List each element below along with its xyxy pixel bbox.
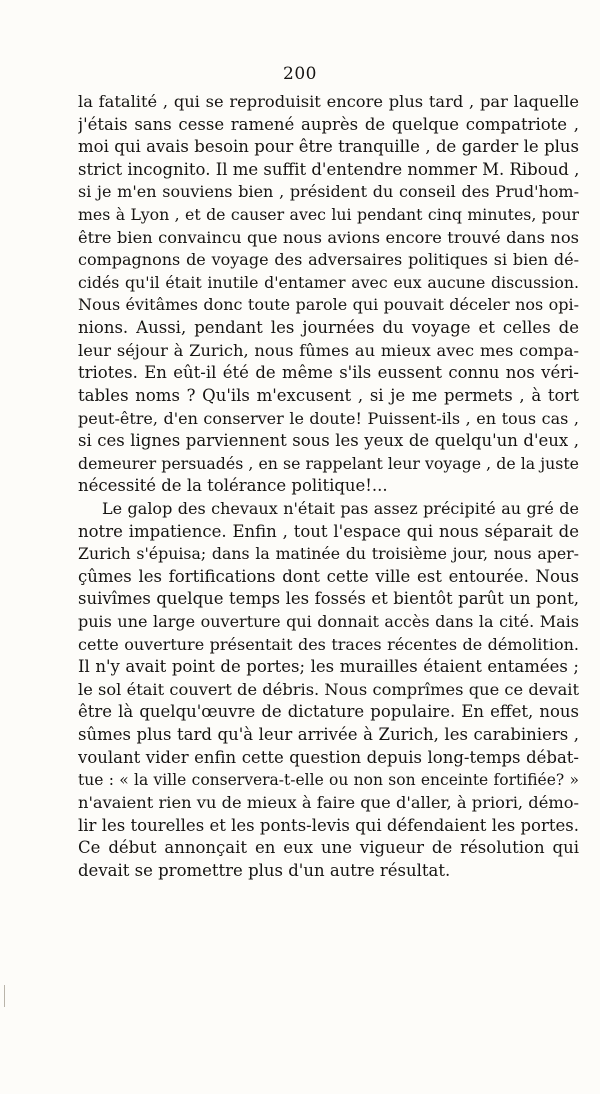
page-edge-mark xyxy=(4,985,5,1007)
text-line: le sol était couvert de débris. Nous comprîmes que ce devait xyxy=(78,679,579,699)
text-line: si ces lignes parviennent sous les yeux de quelqu'un d'eux , xyxy=(78,431,579,451)
paragraph-1 xyxy=(78,91,579,498)
text-line: la fatalité , qui se reproduisit encore plus tard , par laquelle xyxy=(78,92,579,111)
paragraph-2 xyxy=(78,498,579,882)
text-line: nécessité de la tolérance politique!... xyxy=(78,476,388,496)
text-line: triotes. En eût-il été de même s'ils eussent connu nos véri- xyxy=(78,363,579,383)
text-line: sûmes plus tard qu'à leur arrivée à Zurich, les carabiniers , xyxy=(78,725,579,745)
page-body xyxy=(78,91,579,882)
text-line: Ce début annonçait en eux une vigueur de résolution qui xyxy=(78,838,579,858)
text-line: leur séjour à Zurich, nous fûmes au mieux avec mes compa- xyxy=(78,340,579,360)
text-line: peut-être, d'en conserver le doute! Puissent-ils , en tous cas , xyxy=(78,408,579,428)
text-line: Zurich s'épuisa; dans la matinée du troisième jour, nous aper- xyxy=(78,544,579,564)
text-line: tue : « la ville conservera-t-elle ou non son enceinte fortifiée? » xyxy=(78,771,579,790)
text-line: tables noms ? Qu'ils m'excusent , si je me permets , à tort xyxy=(78,385,579,405)
text-line: demeurer persuadés , en se rappelant leur voyage , de la juste xyxy=(78,453,579,473)
text-line: être bien convaincu que nous avions encore trouvé dans nos xyxy=(78,227,579,247)
text-line: j'étais sans cesse ramené auprès de quelque compatriote , xyxy=(78,114,579,134)
text-line: notre impatience. Enfin , tout l'espace qui nous séparait de xyxy=(78,521,579,541)
text-line: Le galop des chevaux n'était pas assez précipité au gré de xyxy=(102,498,579,518)
page-number: 200 xyxy=(283,64,317,84)
text-line: si je m'en souviens bien , président du conseil des Prud'hom- xyxy=(78,182,579,202)
text-line: voulant vider enfin cette question depuis long-temps débat- xyxy=(78,747,579,767)
text-line: lir les tourelles et les ponts-levis qui défendaient les portes. xyxy=(78,815,579,835)
text-line: moi qui avais besoin pour être tranquille , de garder le plus xyxy=(78,137,579,157)
text-line: cette ouverture présentait des traces récentes de démolition. xyxy=(78,634,579,654)
text-line: Il n'y avait point de portes; les murailles étaient entamées ; xyxy=(78,657,579,677)
text-line: compagnons de voyage des adversaires politiques si bien dé- xyxy=(78,250,579,270)
text-line: Nous évitâmes donc toute parole qui pouvait déceler nos opi- xyxy=(78,295,579,315)
text-line: nions. Aussi, pendant les journées du voyage et celles de xyxy=(78,318,579,338)
text-line: mes à Lyon , et de causer avec lui pendant cinq minutes, pour xyxy=(78,205,579,225)
text-line: puis une large ouverture qui donnait accès dans la cité. Mais xyxy=(78,612,579,632)
text-line: cidés qu'il était inutile d'entamer avec eux aucune discussion. xyxy=(78,272,579,292)
text-line: être là quelqu'œuvre de dictature populaire. En effet, nous xyxy=(78,702,579,722)
text-line: strict incognito. Il me suffit d'entendre nommer M. Riboud , xyxy=(78,159,579,179)
text-line: devait se promettre plus d'un autre résultat. xyxy=(78,860,451,880)
text-line: çûmes les fortifications dont cette ville est entourée. Nous xyxy=(78,566,579,586)
text-line: suivîmes quelque temps les fossés et bientôt parût un pont, xyxy=(78,589,579,609)
text-line: n'avaient rien vu de mieux à faire que d'aller, à priori, démo- xyxy=(78,792,579,812)
